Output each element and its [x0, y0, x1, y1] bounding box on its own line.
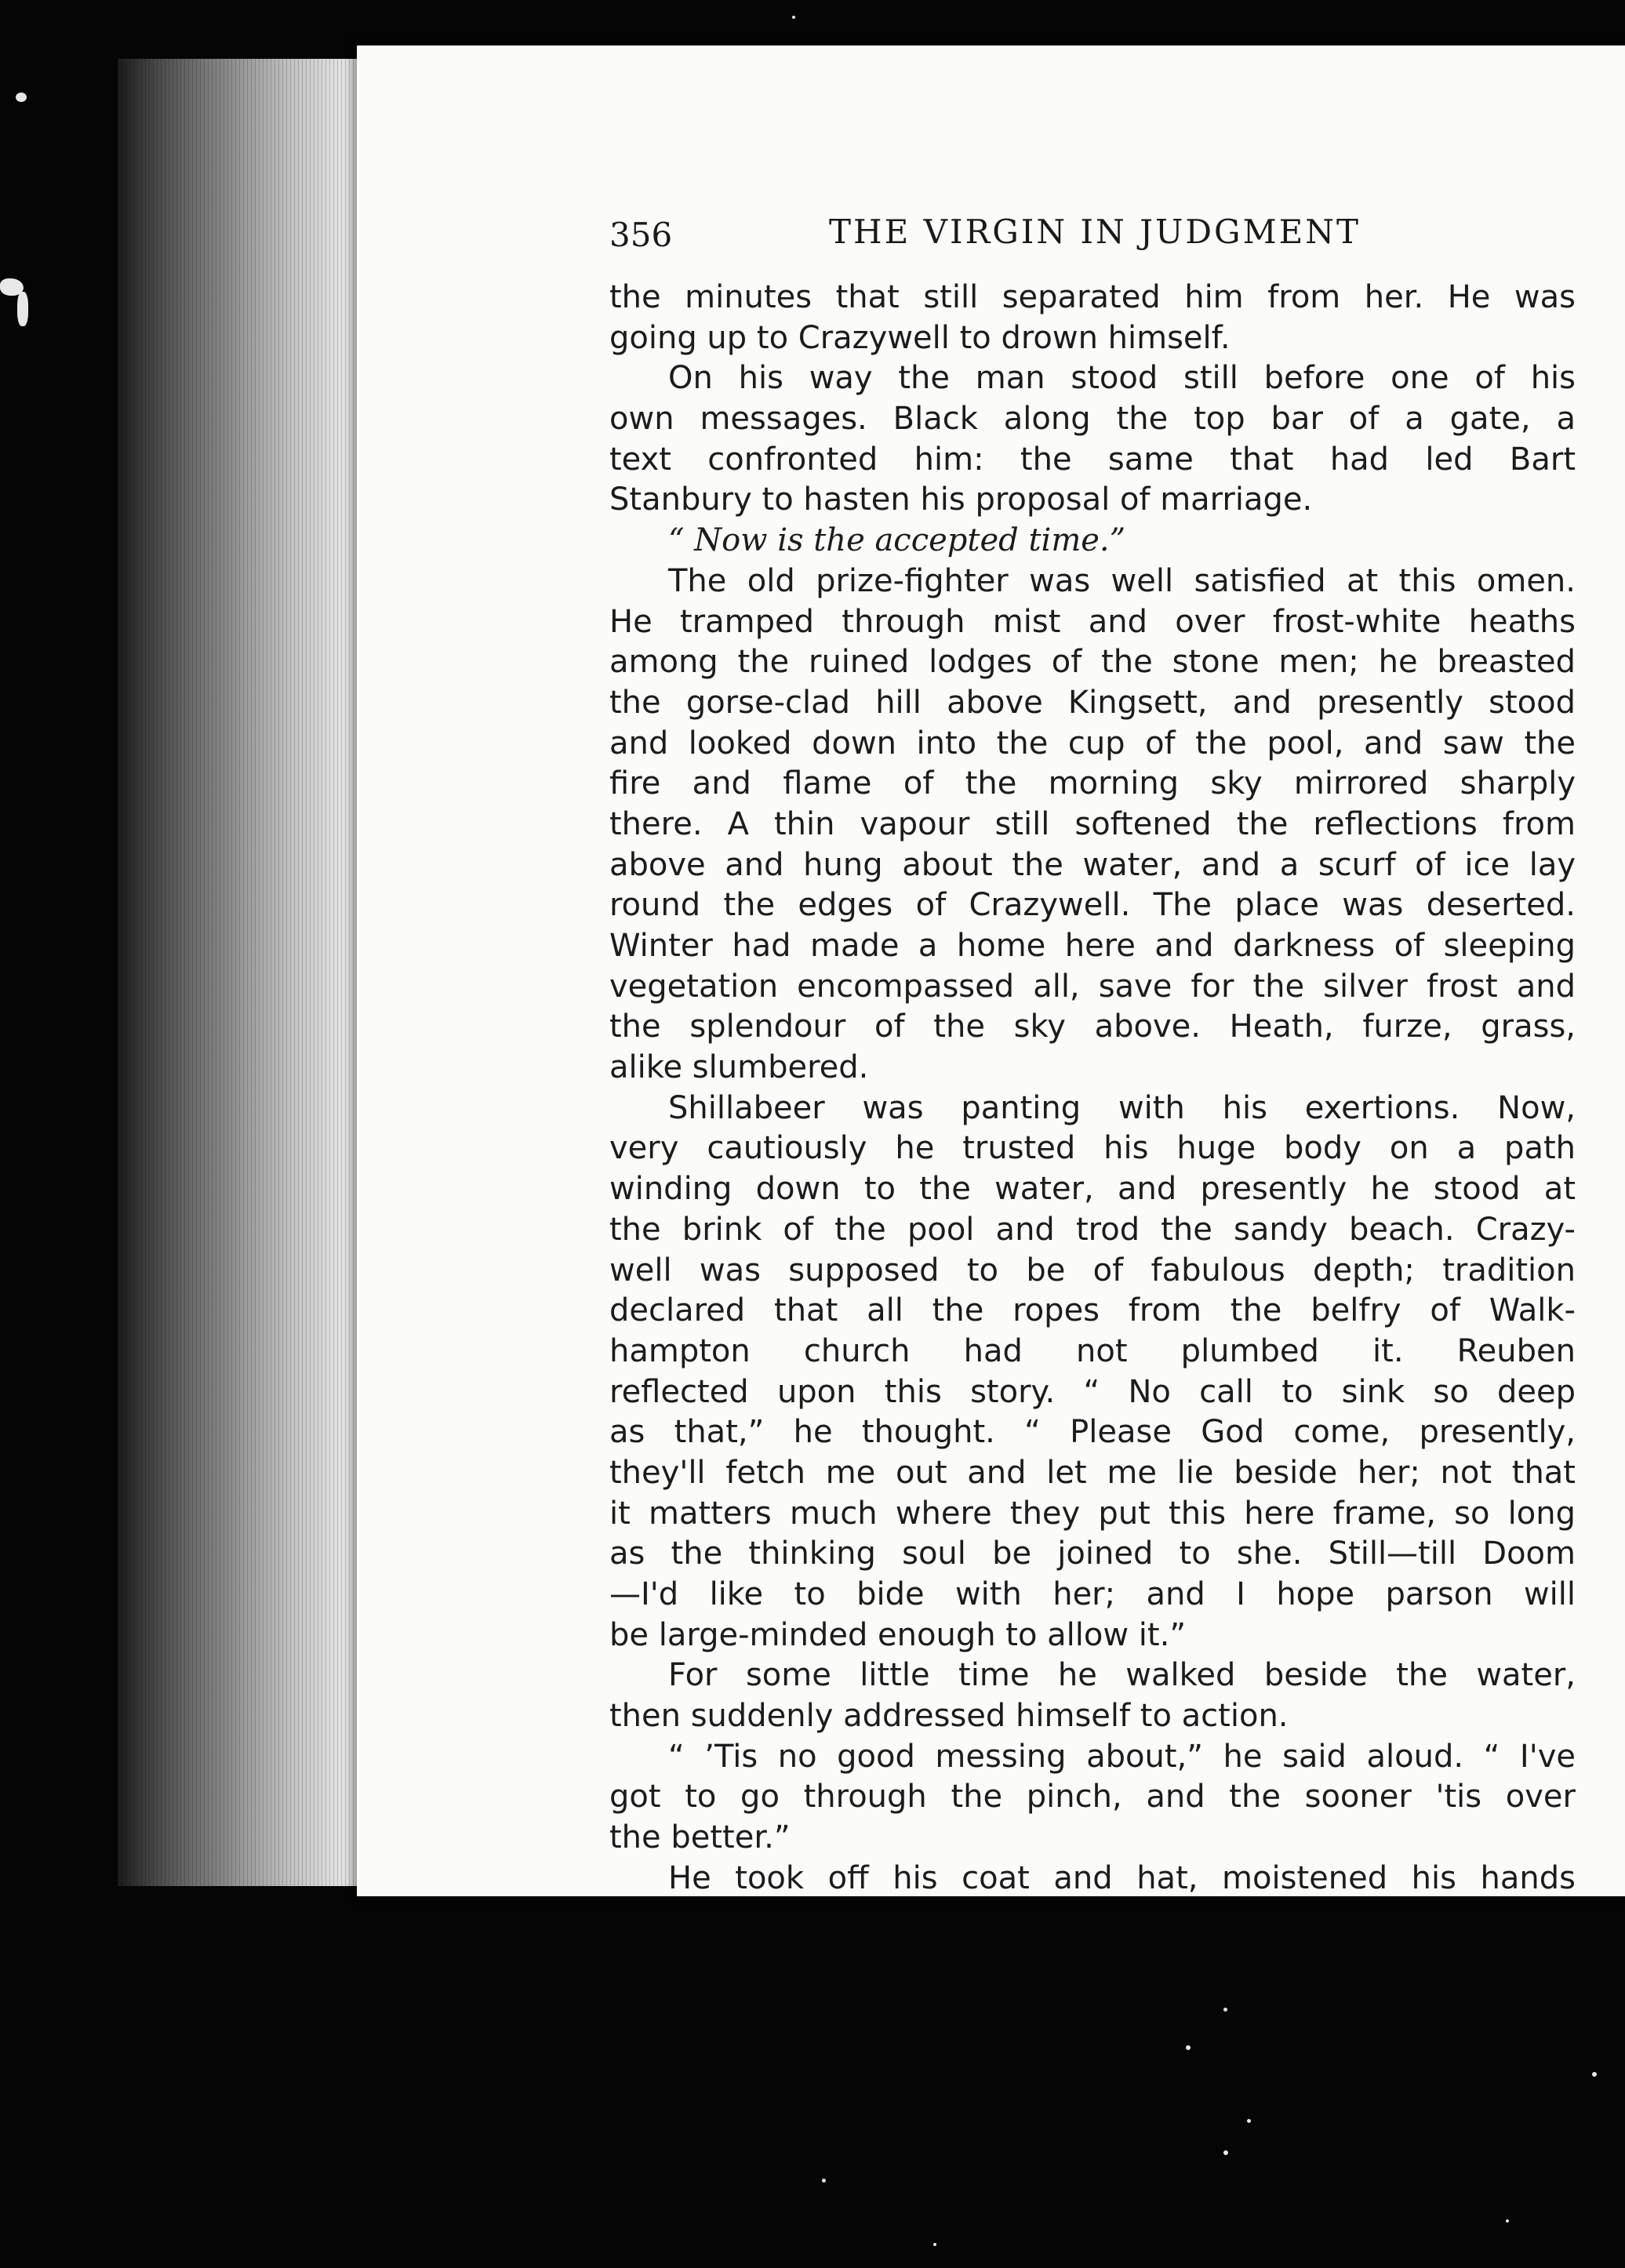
text-line: Stanbury to hasten his proposal of marriage.	[609, 482, 1313, 518]
scan-speck	[822, 2179, 826, 2183]
text-line: and looked down into the cup of the pool, and saw the	[609, 725, 1576, 761]
text-line: very cautiously he trusted his huge body on a path	[609, 1130, 1576, 1167]
text-line: On his way the man stood still before one of his	[668, 360, 1576, 397]
scan-speck	[933, 2243, 936, 2246]
text-line: going up to Crazywell to drown himself.	[609, 319, 1231, 356]
text-line: as the thinking soul be joined to she. Still—till Doom	[609, 1536, 1576, 1572]
text-line: alike slumbered.	[609, 1049, 869, 1086]
text-line: winding down to the water, and presently he stood at	[609, 1171, 1576, 1208]
text-line: then suddenly addressed himself to action.	[609, 1698, 1289, 1735]
text-line: they'll fetch me out and let me lie beside her; not that	[609, 1454, 1576, 1491]
text-line: vegetation encompassed all, save for the silver frost and	[609, 968, 1576, 1005]
text-line: the gorse-clad hill above Kingsett, and presently stood	[609, 684, 1576, 721]
text-line: there. A thin vapour still softened the reflections from	[609, 805, 1576, 842]
scan-speck	[1223, 2150, 1228, 2155]
running-head	[609, 206, 1625, 277]
scan-speck	[1592, 2072, 1597, 2077]
text-line: reflected upon this story. “ No call to sink so deep	[609, 1373, 1576, 1410]
scan-speck	[1247, 2119, 1251, 2123]
text-line: He tramped through mist and over frost-white heaths	[609, 603, 1576, 640]
scan-speck	[1506, 2219, 1509, 2223]
scan-speck	[792, 16, 795, 19]
scan-speck	[1223, 2008, 1227, 2012]
text-line: own messages. Black along the top bar of a gate, a	[609, 401, 1576, 438]
text-line: The old prize-fighter was well satisfied at this omen.	[668, 562, 1576, 599]
book-page-edges	[118, 59, 376, 1886]
page-edge-lines	[118, 59, 376, 1886]
text-line: among the ruined lodges of the stone men; he breasted	[609, 644, 1576, 681]
body-text	[609, 278, 1576, 1899]
text-line: text confronted him: the same that had led Bart	[609, 441, 1576, 478]
text-line: the splendour of the sky above. Heath, furze, grass,	[609, 1009, 1576, 1045]
text-line: “ Now is the accepted time.”	[668, 522, 1126, 559]
text-line: He took off his coat and hat, moistened his hands	[668, 1859, 1576, 1896]
text-line: Shillabeer was panting with his exertions. Now,	[668, 1089, 1576, 1126]
text-line: declared that all the ropes from the belfry of Walk-	[609, 1292, 1576, 1329]
text-line: the better.”	[609, 1819, 791, 1856]
text-line: hampton church had not plumbed it. Reuben	[609, 1332, 1576, 1369]
text-line: got to go through the pinch, and the sooner 'tis over	[609, 1779, 1576, 1815]
text-line: well was supposed to be of fabulous depth; tradition	[609, 1252, 1576, 1288]
text-line: For some little time he walked beside the water,	[668, 1657, 1576, 1694]
text-line: be large-minded enough to allow it.”	[609, 1616, 1187, 1653]
text-line: fire and flame of the morning sky mirrored sharply	[609, 765, 1576, 802]
running-title: THE VIRGIN IN JUDGMENT	[829, 213, 1361, 251]
scan-speck	[16, 93, 27, 102]
text-line: —I'd like to bide with her; and I hope parson will	[609, 1576, 1576, 1612]
text-line: Winter had made a home here and darkness of sleeping	[609, 928, 1576, 964]
text-line: the brink of the pool and trod the sandy beach. Crazy-	[609, 1211, 1576, 1248]
text-line: above and hung about the water, and a scurf of ice lay	[609, 846, 1576, 883]
text-line: round the edges of Crazywell. The place was deserted.	[609, 887, 1576, 924]
page-number: 356	[609, 216, 673, 254]
text-line: “ ’Tis no good messing about,” he said aloud. “ I've	[668, 1738, 1576, 1775]
text-line: it matters much where they put this here frame, so long	[609, 1495, 1576, 1532]
text-line: as that,” he thought. “ Please God come, presently,	[609, 1414, 1576, 1451]
text-line: the minutes that still separated him from her. He was	[609, 279, 1576, 315]
scan-speck	[1186, 2045, 1191, 2050]
scan-speck	[17, 292, 28, 326]
book-page	[357, 45, 1625, 1896]
